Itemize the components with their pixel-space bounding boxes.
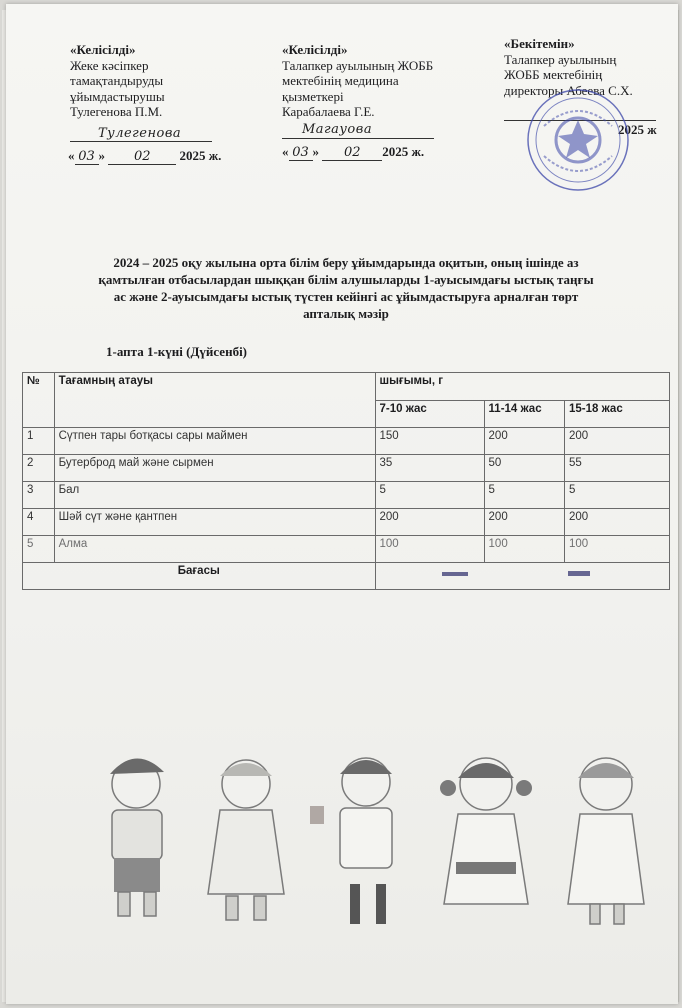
header-age-11-14: 11-14 жас [484, 400, 564, 428]
approval-line: қызметкері [282, 88, 344, 104]
date-day: 03 [289, 145, 313, 161]
signature-line [70, 141, 212, 142]
row-number: 4 [23, 509, 55, 536]
row-value: 55 [565, 455, 670, 482]
row-food-name: Бутерброд май және сырмен [54, 455, 375, 482]
table-header-row [23, 373, 670, 401]
approval-line: директоры Абеева С.Х. [504, 82, 633, 98]
table-row [23, 536, 670, 563]
approval-medical [282, 42, 433, 120]
date-month: 02 [322, 145, 382, 161]
row-value: 100 [565, 536, 670, 563]
date-month: 02 [108, 149, 176, 165]
signature-line [282, 138, 434, 139]
row-value: 50 [484, 455, 564, 482]
total-value-redacted [375, 563, 669, 590]
document-sheet [6, 4, 678, 1004]
row-value: 5 [375, 482, 484, 509]
row-food-name: Сүтпен тары ботқасы сары маймен [54, 428, 375, 455]
row-value: 200 [565, 428, 670, 455]
week-day-subtitle: 1-апта 1-күні (Дүйсенбі) [106, 344, 248, 359]
row-value: 150 [375, 428, 484, 455]
header-age-15-18: 15-18 жас [565, 400, 670, 428]
approval-title: «Келісілді» [70, 42, 136, 57]
header-yield: шығымы, г [375, 373, 669, 401]
row-value: 200 [565, 509, 670, 536]
header-food-name: Тағамның атауы [54, 373, 375, 428]
menu-table [22, 372, 670, 590]
approval-line: Талапкер ауылының ЖОББ [282, 57, 434, 73]
signature-handwritten: Магауова [302, 122, 373, 137]
approval-line: Жеке кәсіпкер [70, 57, 149, 73]
table-row [23, 509, 670, 536]
approval-line: тамақтандыруды [70, 73, 164, 88]
children-illustration-icon [96, 744, 656, 944]
row-number: 2 [23, 455, 55, 482]
approval-line: Талапкер ауылының [504, 51, 617, 67]
table-total-row [23, 563, 670, 590]
signature-handwritten: Тулегенова [98, 126, 182, 141]
redaction-marks-icon [392, 565, 652, 581]
approval-line: Тулегенова П.М. [70, 104, 163, 119]
table-row [23, 428, 670, 455]
date-year: 2025 ж [618, 122, 657, 137]
document-title: 2024 – 2025 оқу жылына орта білім беру ұйымдарында оқитын, оның ішінде аз қамтылған отбасылардан шыққан білім алушыларды 1-ауысымдағы ыстық таңғы ас және 2-ауысымдағы ыстық түстен кейінгі ас ұйымдастыруға арналған төрт апталық мәзір [98, 255, 594, 321]
table-row [23, 482, 670, 509]
row-food-name: Бал [54, 482, 375, 509]
header-number: № [23, 373, 55, 428]
approval-line: ұйымдастырушы [70, 88, 165, 104]
row-value: 200 [375, 509, 484, 536]
approval-line: ЖОББ мектебінің [504, 67, 603, 82]
row-value: 35 [375, 455, 484, 482]
approval-entrepreneur [70, 42, 165, 120]
row-food-name: Алма [54, 536, 375, 563]
approval-date: « 03 » 02 2025 ж. [282, 144, 425, 160]
date-year: 2025 ж. [382, 144, 425, 159]
row-value: 100 [375, 536, 484, 563]
row-value: 200 [484, 428, 564, 455]
row-number: 3 [23, 482, 55, 509]
approval-line: Карабалаева Г.Е. [282, 104, 375, 119]
header-age-7-10: 7-10 жас [375, 400, 484, 428]
approval-line: мектебінің медицина [282, 73, 399, 88]
row-value: 5 [484, 482, 564, 509]
total-label: Бағасы [23, 563, 376, 590]
row-number: 1 [23, 428, 55, 455]
approval-title: «Бекітемін» [504, 36, 575, 51]
date-year: 2025 ж. [179, 148, 222, 163]
row-food-name: Шәй сүт және қантпен [54, 509, 375, 536]
approval-title: «Келісілді» [282, 42, 348, 57]
row-number: 5 [23, 536, 55, 563]
official-stamp-icon [524, 86, 632, 194]
date-day: 03 [75, 149, 99, 165]
row-value: 100 [484, 536, 564, 563]
approval-date: « 03 » 02 2025 ж. [68, 148, 222, 164]
row-value: 5 [565, 482, 670, 509]
row-value: 200 [484, 509, 564, 536]
table-row [23, 455, 670, 482]
